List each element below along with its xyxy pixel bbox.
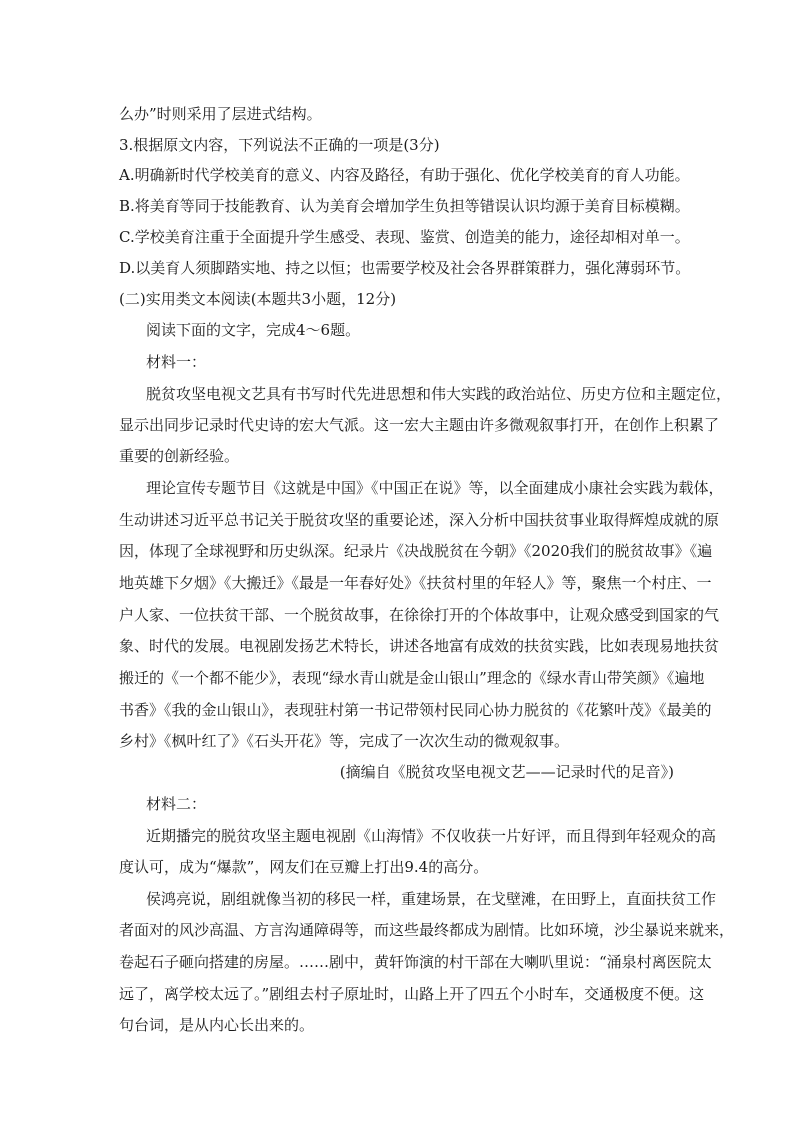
- paragraph-line: 户人家、一位扶贫干部、一个脱贫故事，在徐徐打开的个体故事中，让观众感受到国家的气: [119, 606, 720, 624]
- paragraph-line: 者面对的风沙高温、方言沟通障碍等，而这些最终都成为剧情。比如环境，沙尘暴说来就来，: [119, 921, 735, 939]
- option-a: A.明确新时代学校美育的意义、内容及路径，有助于强化、优化学校美育的育人功能。: [119, 166, 690, 184]
- paragraph-line: 显示出同步记录时代史诗的宏大气派。这一宏大主题由许多微观叙事打开，在创作上积累了: [119, 416, 720, 434]
- option-d: D.以美育人须脚踏实地、持之以恒；也需要学校及社会各界群策群力，强化薄弱环节。: [119, 259, 691, 277]
- paragraph-line: 脱贫攻坚电视文艺具有书写时代先进思想和伟大实践的政治站位、历史方位和主题定位，: [146, 385, 732, 403]
- text-line: 么办”时则采用了层进式结构。: [119, 105, 322, 123]
- paragraph-line: 远了，离学校太远了。”剧组去村子原址时，山路上开了四五个小时车，交通极度不便。这: [119, 985, 705, 1003]
- paragraph-line: 重要的创新经验。: [119, 447, 240, 465]
- material-heading: 材料一：: [146, 353, 207, 371]
- paragraph-line: 搬迁的《一个都不能少》，表现“绿水青山就是金山银山”理念的《绿水青山带笑颜》《遍地: [119, 669, 705, 687]
- material-heading: 材料二：: [146, 795, 207, 813]
- paragraph-line: 书香》《我的金山银山》，表现驻村第一书记带领村民同心协力脱贫的《花繁叶茂》《最美的: [119, 701, 712, 719]
- section-heading: (二)实用类文本阅读(本题共3小题，12分): [119, 290, 397, 308]
- option-b: B.将美育等同于技能教育、认为美育会增加学生负担等错误认识均源于美育目标模糊。: [119, 197, 690, 215]
- question-stem: 3.根据原文内容，下列说法不正确的一项是(3分): [119, 136, 440, 154]
- paragraph-line: 理论宣传专题节目《这就是中国》《中国正在说》等，以全面建成小康社会实践为载体，: [146, 479, 724, 497]
- paragraph-line: 生动讲述习近平总书记关于脱贫攻坚的重要论述，深入分析中国扶贫事业取得辉煌成就的原: [119, 511, 720, 529]
- paragraph-line: 句台词，是从内心长出来的。: [119, 1016, 315, 1034]
- paragraph-line: 象、时代的发展。电视剧发扬艺术特长，讲述各地富有成效的扶贫实践，比如表现易地扶贫: [119, 637, 720, 655]
- source-citation: (摘编自《脱贫攻坚电视文艺——记录时代的足音》): [339, 763, 674, 781]
- paragraph-line: 侯鸿亮说，剧组就像当初的移民一样，重建场景，在戈壁滩，在田野上，直面扶贫工作: [146, 890, 717, 908]
- paragraph-line: 卷起石子砸向搭建的房屋。……剧中，黄轩饰演的村干部在大喇叭里说：“涌泉村离医院太: [119, 953, 712, 971]
- instruction: 阅读下面的文字，完成4～6题。: [146, 321, 361, 339]
- paragraph-line: 地英雄下夕烟》《大搬迁》《最是一年春好处》《扶贫村里的年轻人》等，聚焦一个村庄、一: [119, 574, 712, 592]
- paragraph-line: 因，体现了全球视野和历史纵深。纪录片《决战脱贫在今朝》《2020我们的脱贫故事》《遍: [119, 542, 713, 560]
- paragraph-line: 度认可，成为“爆款”，网友们在豆瓣上打出9.4的高分。: [119, 858, 489, 876]
- option-c: C.学校美育注重于全面提升学生感受、表现、鉴赏、创造美的能力，途径却相对单一。: [119, 228, 690, 246]
- paragraph-line: 乡村》《枫叶红了》《石头开花》等，完成了一次次生动的微观叙事。: [119, 732, 570, 750]
- paragraph-line: 近期播完的脱贫攻坚主题电视剧《山海情》不仅收获一片好评，而且得到年轻观众的高: [146, 827, 717, 845]
